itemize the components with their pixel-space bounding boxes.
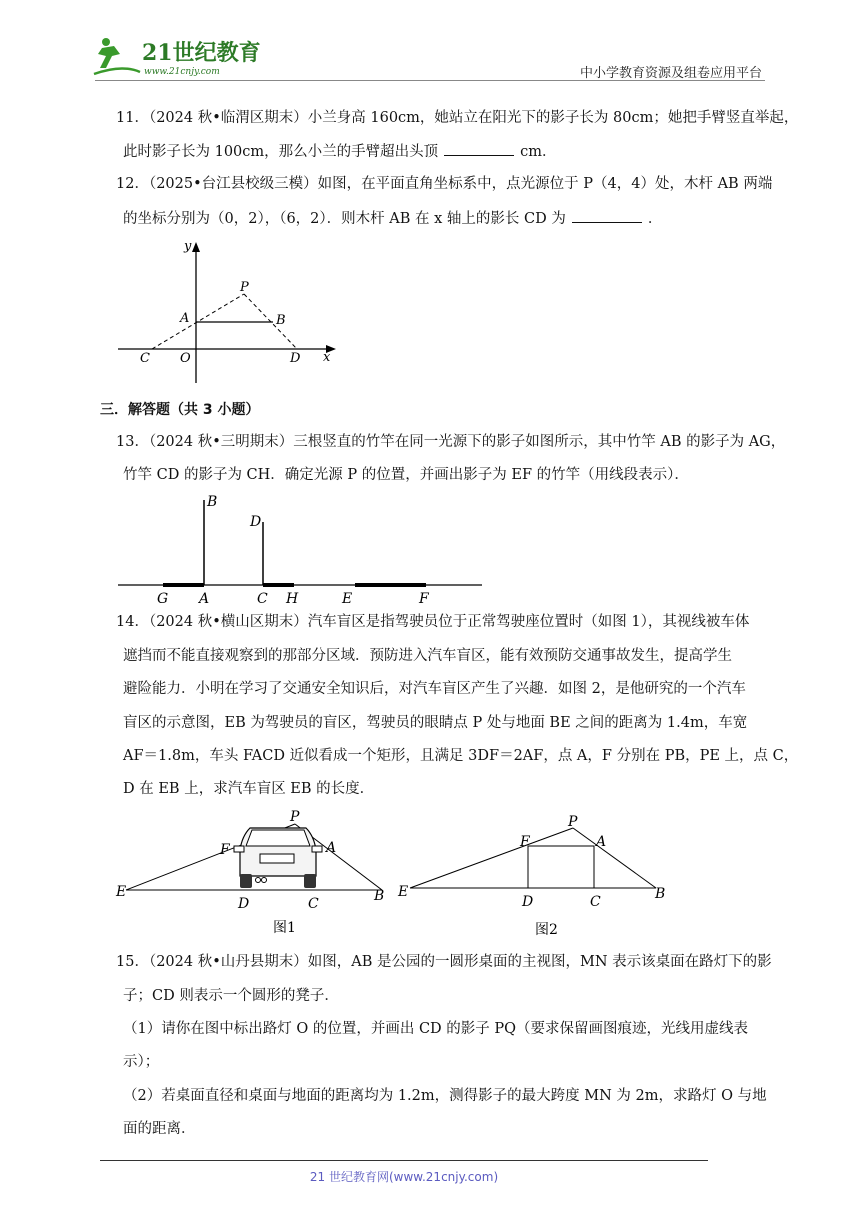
svg-text:C: C — [140, 351, 150, 366]
svg-text:F: F — [220, 842, 230, 858]
svg-text:A: A — [180, 311, 190, 326]
q12-answer-blank[interactable] — [572, 208, 642, 223]
svg-text:A: A — [596, 834, 607, 850]
svg-text:B: B — [207, 494, 218, 510]
q15-line5: （2）若桌面直径和桌面与地面的距离均为 1.2m，测得影子的最大跨度 MN 为 2m，求路灯 O 与地 — [123, 1088, 767, 1104]
site-logo — [92, 34, 262, 78]
svg-text:C: C — [257, 591, 268, 607]
q14-line5: AF＝1.8m，车头 FACD 近似看成一个矩形，且满足 3DF＝2AF，点 A，F 分别在 PB，PE 上，点 C， — [123, 748, 799, 764]
header-divider — [95, 80, 765, 81]
q14-figure2 — [396, 806, 681, 945]
svg-text:B: B — [276, 313, 286, 328]
svg-text:E: E — [342, 591, 353, 607]
q14-line1: 14．（2024 秋•横山区期末）汽车盲区是指驾驶员位于正常驾驶座位置时（如图 1），其视线被车体 — [116, 614, 750, 630]
svg-text:H: H — [286, 591, 299, 607]
header-platform-text: 中小学教育资源及组卷应用平台 — [579, 66, 762, 81]
logo-url: www.21cnjy.com — [144, 67, 220, 77]
svg-text:D: D — [290, 351, 301, 366]
car-rear-icon — [234, 828, 322, 888]
svg-text:E: E — [116, 884, 127, 900]
q13-line1: 13．（2024 秋•三明期末）三根竖直的竹竿在同一光源下的影子如图所示，其中竹竿 AB 的影子为 AG， — [116, 434, 786, 450]
q13-figure — [116, 492, 486, 611]
q15-line6: 面的距离． — [123, 1121, 196, 1137]
q13-line2: 竹竿 CD 的影子为 CH．确定光源 P 的位置，并画出影子为 EF 的竹竿（用线段表示）． — [123, 467, 689, 483]
q11-answer-blank[interactable] — [444, 141, 514, 156]
figure1-caption: 图1 — [273, 920, 296, 936]
svg-text:F: F — [419, 591, 429, 607]
svg-text:O: O — [180, 351, 191, 366]
svg-text:D: D — [522, 894, 534, 910]
q15-line1: 15．（2024 秋•山丹县期末）如图，AB 是公园的一圆形桌面的主视图，MN 表示该桌面在路灯下的影 — [116, 954, 772, 970]
q12-figure — [116, 238, 346, 392]
svg-text:D: D — [238, 896, 250, 912]
q15-line2: 子；CD 则表示一个圆形的凳子． — [123, 988, 339, 1004]
q12-line2: 的坐标分别为（0，2），（6，2）．则木杆 AB 在 x 轴上的影长 CD 为 ． — [123, 208, 662, 229]
q14-line6: D 在 EB 上，求汽车盲区 EB 的长度． — [123, 781, 375, 797]
q11-line2: 此时影子长为 100cm，那么小兰的手臂超出头顶 cm． — [123, 141, 557, 162]
svg-text:B: B — [655, 886, 666, 902]
section-title: 三．解答题（共 3 小题） — [100, 402, 260, 418]
q11-line1: 11．（2024 秋•临渭区期末）小兰身高 160cm，她站立在阳光下的影子长为 80cm；她把手臂竖直举起， — [116, 110, 799, 126]
svg-text:x: x — [323, 350, 331, 365]
footer-text[interactable]: 21 世纪教育网(www.21cnjy.com) — [309, 1170, 499, 1184]
svg-text:D: D — [250, 514, 262, 530]
svg-text:C: C — [590, 894, 601, 910]
logo-text: 21世纪教育 — [142, 40, 261, 66]
svg-text:F: F — [520, 834, 530, 850]
q14-line4: 盲区的示意图，EB 为驾驶员的盲区，驾驶员的眼睛点 P 处与地面 BE 之间的距离为 1.4m，车宽 — [123, 715, 748, 731]
svg-text:P: P — [568, 814, 578, 830]
q14-line3: 避险能力．小明在学习了交通安全知识后，对汽车盲区产生了兴趣．如图 2，是他研究的一个汽车 — [123, 681, 746, 697]
runner-icon — [94, 38, 140, 74]
q14-line2: 遮挡而不能直接观察到的那部分区域．预防进入汽车盲区，能有效预防交通事故发生，提高学生 — [123, 648, 732, 664]
svg-text:P: P — [290, 809, 300, 825]
svg-text:G: G — [157, 591, 169, 607]
svg-text:P: P — [240, 280, 249, 295]
q15-line4: 示）； — [123, 1054, 160, 1070]
q12-line1: 12．（2025•台江县校级三模）如图，在平面直角坐标系中，点光源位于 P（4，4）处，木杆 AB 两端 — [116, 176, 773, 192]
svg-text:B: B — [374, 888, 385, 904]
svg-text:y: y — [184, 239, 192, 254]
q15-line3: （1）请你在图中标出路灯 O 的位置，并画出 CD 的影子 PQ（要求保留画图痕迹，光线用虚线表 — [123, 1021, 749, 1037]
figure2-caption: 图2 — [535, 922, 558, 938]
svg-text:A: A — [326, 840, 337, 856]
footer-divider — [100, 1160, 708, 1161]
svg-text:C: C — [308, 896, 319, 912]
q14-figure1 — [112, 806, 397, 945]
svg-text:E: E — [398, 884, 409, 900]
svg-text:A: A — [199, 591, 210, 607]
